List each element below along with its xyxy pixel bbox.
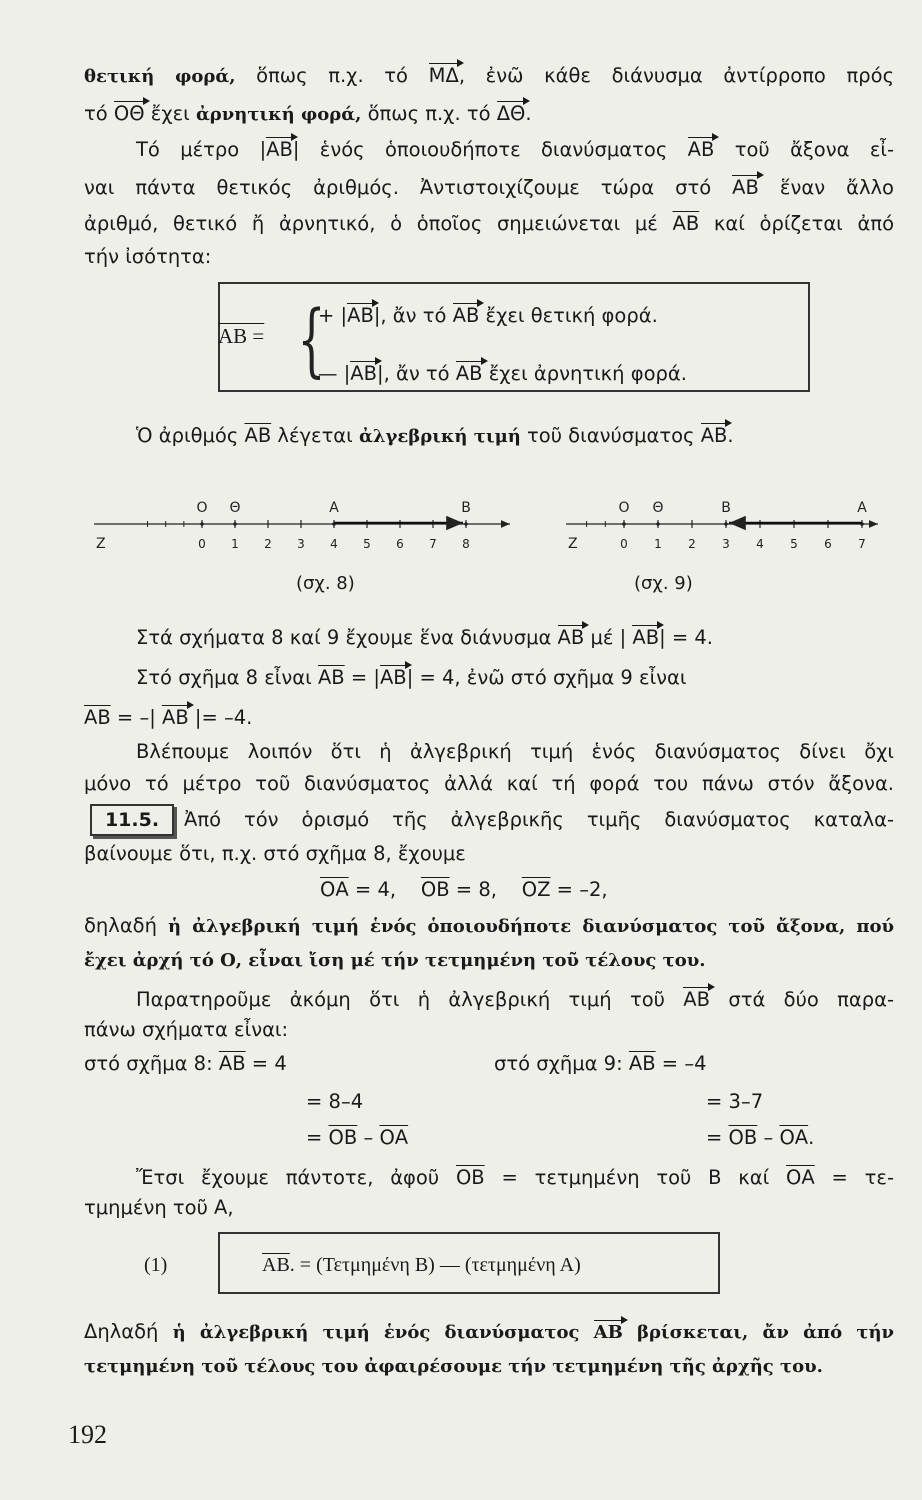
axis-label-z: Z	[568, 536, 578, 552]
point-dot	[464, 522, 468, 526]
point-label-b: Β	[461, 500, 471, 516]
caption-figure-9: (σχ. 9)	[634, 573, 693, 594]
tick-label: 5	[363, 537, 371, 551]
definition-lhs: ΑΒ =	[218, 324, 265, 348]
text-line-3: Τό μέτρο |ΑΒ| ἑνός ὁποιουδήποτε διανύσματος ΑΒ τοῦ ἄξονα εἶ-	[84, 136, 894, 164]
text-line-4: ναι πάντα θετικός ἀριθμός. Ἀντιστοιχίζουμε τώρα στό ΑΒ ἕναν ἄλλο	[84, 174, 894, 202]
computation-fig8-row1: στό σχῆμα 8: $\overline{AB} = 4$	[84, 1052, 287, 1075]
point-label-o: Ο	[618, 500, 630, 516]
text-line-12: μόνο τό μέτρο τοῦ διανύσματος ἀλλά καί τή φορά του πάνω στόν ἄξονα.	[84, 772, 894, 795]
definition-brace: {	[297, 293, 326, 386]
tick-label: 5	[790, 537, 798, 551]
tick-label: 3	[722, 537, 730, 551]
text-line-6: τήν ἰσότητα:	[84, 245, 212, 268]
formula-text: $\overline{AB}$. = (Τετμημένη Β) — (τετμημένη Α)	[262, 1254, 581, 1276]
point-label-th: Θ	[229, 500, 241, 516]
computation-fig8-row2: = 8–4	[306, 1090, 364, 1113]
section-number-badge: 11.5.	[90, 804, 174, 836]
text-line-23: τετμημένη τοῦ τέλους του ἀφαιρέσουμε τήν τετμημένη τῆς ἀρχῆς του.	[84, 1356, 823, 1377]
text-line-17: ἔχει ἀρχή τό Ο, εἶναι ἴση μέ τήν τετμημένη τοῦ τέλους του.	[84, 950, 706, 971]
page-number: 192	[68, 1420, 107, 1449]
tick-label: 4	[330, 537, 338, 551]
text-line-22: Δηλαδή ἡ ἀλγεβρική τιμή ἑνός διανύσματος ΑΒ βρίσκεται, ἄν ἀπό τήν	[84, 1318, 894, 1347]
point-label-a: Α	[329, 500, 339, 516]
point-label-a: Α	[857, 500, 867, 516]
equation-number: (1)	[144, 1254, 168, 1276]
tick-label: 6	[396, 537, 404, 551]
text-line-2: τό ΟΘ ἔχει ἀρνητική φορά, ὅπως π.χ. τό ΔΘ.	[84, 100, 894, 129]
tick-label: 2	[688, 537, 696, 551]
caption-figure-8: (σχ. 8)	[296, 573, 355, 594]
computation-fig8-row3: = $\overline{OB} - \overline{OA}$	[306, 1126, 409, 1149]
point-dot	[233, 522, 237, 526]
text-line-18: Παρατηροῦμε ἀκόμη ὅτι ἡ ἀλγεβρική τιμή τοῦ ΑΒ στά δύο παρα-	[84, 986, 894, 1014]
text-line-19: πάνω σχήματα εἶναι:	[84, 1018, 289, 1041]
definition-case-negative: — |ΑΒ|, ἄν τό ΑΒ ἔχει ἀρνητική φορά.	[318, 360, 798, 388]
point-label-o: Ο	[196, 500, 208, 516]
tick-label: 0	[620, 537, 628, 551]
point-dot	[724, 522, 728, 526]
figure-8-axis	[90, 490, 530, 560]
point-dot	[200, 522, 204, 526]
text-line-11: Βλέπουμε λοιπόν ὅτι ἡ ἀλγεβρική τιμή ἑνός διανύσματος δίνει ὄχι	[136, 740, 894, 763]
point-label-b: Β	[721, 500, 731, 516]
tick-label: 4	[756, 537, 764, 551]
computation-fig9-row1: στό σχῆμα 9: $\overline{AB} = -4$	[494, 1052, 707, 1075]
text-line-15: $\overline{OA} = 4$, $\overline{OB} = 8$, $\overline{OZ} = -2$,	[320, 878, 608, 901]
axis-label-z: Z	[96, 536, 106, 552]
tick-label: 7	[858, 537, 866, 551]
computation-fig9-row2: = 3–7	[706, 1090, 764, 1113]
tick-label: 1	[654, 537, 662, 551]
text-line-8: Στά σχήματα 8 καί 9 ἔχουμε ἕνα διάνυσμα ΑΒ μέ | ΑΒ| = 4.	[136, 624, 876, 652]
computation-fig9-row3: = $\overline{OB} - \overline{OA}$.	[706, 1126, 815, 1149]
point-label-th: Θ	[652, 500, 664, 516]
text-line-16: δηλαδή ἡ ἀλγεβρική τιμή ἑνός ὁποιουδήποτε διανύσματος τοῦ ἄξονα, πού	[84, 914, 894, 937]
point-dot	[622, 522, 626, 526]
tick-label: 6	[824, 537, 832, 551]
text-line-1: θετική φορά, ὅπως π.χ. τό ΜΔ, ἐνῶ κάθε διάνυσμα ἀντίρροπο πρός	[84, 62, 894, 91]
point-dot	[656, 522, 660, 526]
text-line-5: ἀριθμό, θετικό ἤ ἀρνητικό, ὁ ὁποῖος σημειώνεται μέ $\overline{AB}$ καί ὁρίζεται ἀπό	[84, 212, 894, 235]
tick-label: 0	[198, 537, 206, 551]
text-line-21: τμημένη τοῦ Α,	[84, 1196, 234, 1219]
tick-label: 7	[429, 537, 437, 551]
text-line-7: Ὁ ἀριθμός $\overline{AB}$ λέγεται ἀλγεβρική τιμή τοῦ διανύσματος ΑΒ.	[136, 422, 836, 451]
tick-label: 3	[297, 537, 305, 551]
text-line-10: $\overline{AB}$ = –| ΑΒ |= –4.	[84, 704, 894, 732]
text-line-13: Ἀπό τόν ὁρισμό τῆς ἀλγεβρικῆς τιμῆς διανύσματος καταλα-	[184, 808, 894, 831]
text-line-20: Ἔτσι ἔχουμε πάντοτε, ἀφοῦ $\overline{OB} = \tau\varepsilon\tau\mu\eta\mu έ\nu\eta$ τοῦ Β καί $\overline{OA} = \tau\varepsilon-$	[136, 1166, 894, 1189]
tick-label: 1	[231, 537, 239, 551]
definition-case-positive: + |ΑΒ|, ἄν τό ΑΒ ἔχει θετική φορά.	[318, 302, 798, 330]
tick-label: 2	[264, 537, 272, 551]
figure-9-axis	[562, 490, 882, 560]
text-line-9: Στό σχῆμα 8 εἶναι $\overline{AB} = |AB| = 4$, ἐνῶ στό σχῆμα 9 εἶναι	[136, 664, 876, 692]
text-line-14: βαίνουμε ὅτι, π.χ. στό σχῆμα 8, ἔχουμε	[84, 842, 466, 865]
tick-label: 8	[462, 537, 470, 551]
